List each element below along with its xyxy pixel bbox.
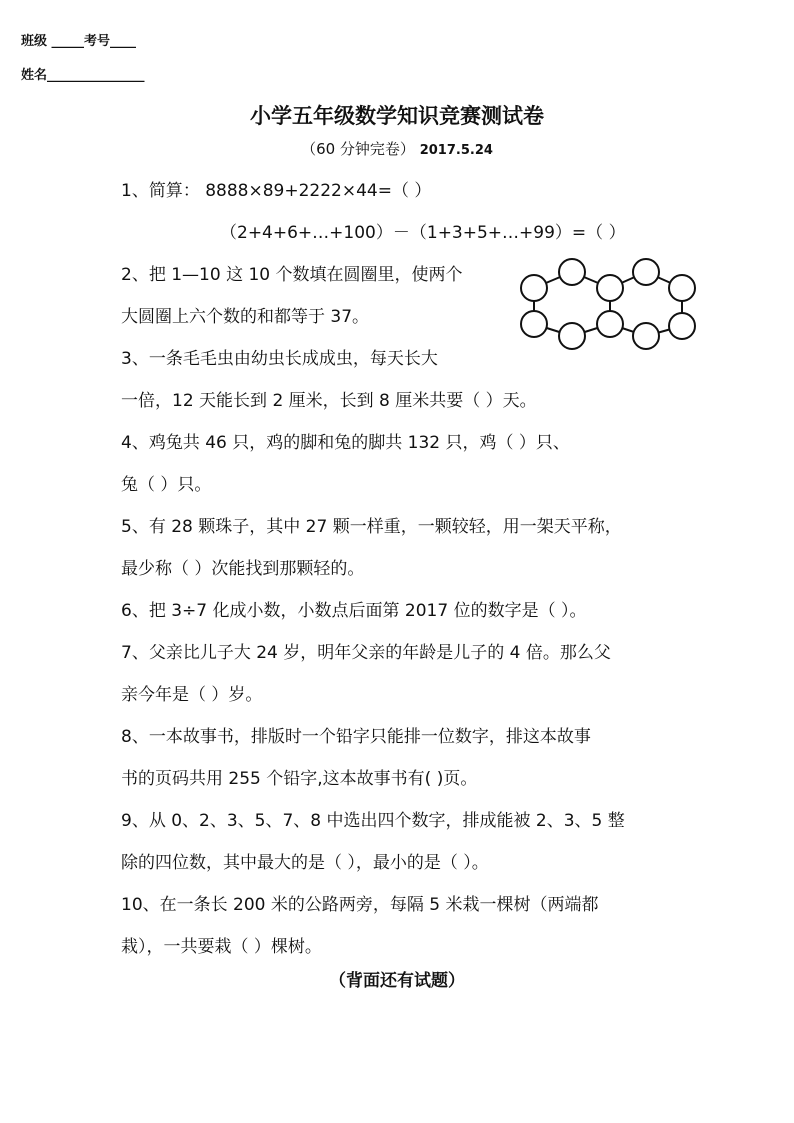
question-1-line: 1、简算： 8888×89+2222×44=（ ） xyxy=(121,181,432,201)
circle-slot xyxy=(559,323,585,349)
class-exam-number-line: 班级 _____考号____ xyxy=(21,34,137,49)
exam-date: 2017.5.24 xyxy=(419,143,493,158)
page-title: 小学五年级数学知识竞赛测试卷 xyxy=(250,104,544,128)
circle-slot xyxy=(669,313,695,339)
question-9-line-1: 9、从 0、2、3、5、7、8 中选出四个数字，排成能被 2、3、5 整 xyxy=(121,811,625,831)
question-10-line-2: 栽），一共要栽（ ）棵树。 xyxy=(121,937,322,957)
question-5-line-2: 最少称（ ）次能找到那颗轻的。 xyxy=(121,559,365,579)
question-8-line-2: 书的页码共用 255 个铅字,这本故事书有( )页。 xyxy=(121,769,478,789)
question-8-line-1: 8、一本故事书，排版时一个铅字只能排一位数字，排这本故事 xyxy=(121,727,591,747)
circle-slot xyxy=(521,311,547,337)
subtitle xyxy=(0,138,794,159)
circle-slot xyxy=(521,275,547,301)
question-7-line-2: 亲今年是（ ）岁。 xyxy=(121,685,263,705)
question-9-line-2: 除的四位数，其中最大的是（ ），最小的是（ ）。 xyxy=(121,853,489,873)
question-4-line-1: 4、鸡兔共 46 只，鸡的脚和兔的脚共 132 只，鸡（ ）只、 xyxy=(121,433,570,453)
circle-slot xyxy=(597,311,623,337)
circle-diagram xyxy=(512,252,702,352)
question-2-line-2: 大圆圈上六个数的和都等于 37。 xyxy=(121,307,370,327)
question-10-line-1: 10、在一条长 200 米的公路两旁，每隔 5 米栽一棵树（两端都 xyxy=(121,895,599,915)
circle-slot xyxy=(633,259,659,285)
question-5-line-1: 5、有 28 颗珠子，其中 27 颗一样重，一颗较轻，用一架天平称， xyxy=(121,517,622,537)
question-7-line-1: 7、父亲比儿子大 24 岁，明年父亲的年龄是儿子的 4 倍。那么父 xyxy=(121,643,611,663)
duration-note: （60 分钟完卷） xyxy=(301,140,415,158)
back-page-note: （背面还有试题） xyxy=(329,971,465,991)
circle-slot xyxy=(597,275,623,301)
question-2-line-1: 2、把 1—10 这 10 个数填在圆圈里，使两个 xyxy=(121,265,463,285)
question-4-line-2: 兔（ ）只。 xyxy=(121,475,212,495)
question-6: 6、把 3÷7 化成小数，小数点后面第 2017 位的数字是（ ）。 xyxy=(121,601,587,621)
circle-slot xyxy=(669,275,695,301)
question-3-line-1: 3、一条毛毛虫由幼虫长成成虫，每天长大 xyxy=(121,349,438,369)
circle-slot xyxy=(633,323,659,349)
name-line: 姓名_______________ xyxy=(21,68,145,83)
circle-slot xyxy=(559,259,585,285)
question-1-part-2: （2+4+6+…+100）－（1+3+5+…+99）=（ ） xyxy=(220,223,626,243)
question-3-line-2: 一倍，12 天能长到 2 厘米，长到 8 厘米共要（ ）天。 xyxy=(121,391,537,411)
